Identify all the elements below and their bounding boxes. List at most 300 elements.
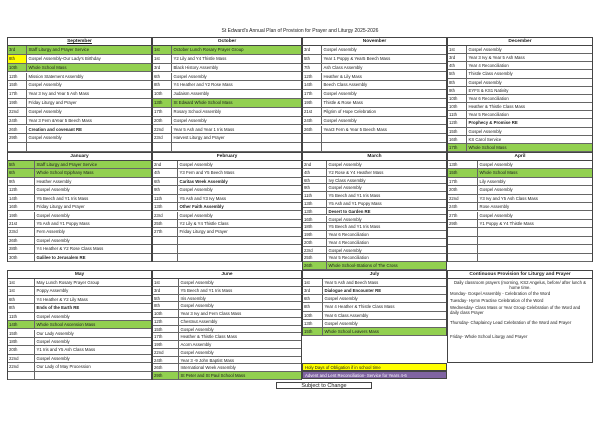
event-row [8, 254, 151, 262]
event-title: May Lunch Rosary Prayer Group [36, 280, 100, 285]
event-date [153, 254, 178, 261]
event-date: 6th [153, 73, 172, 81]
event-title: Heather & Thistle Class Mass [468, 104, 526, 110]
event-date: 11th [8, 313, 35, 320]
event-date: 8th [153, 81, 172, 89]
event-row [303, 108, 446, 117]
advent-lent-legend: Advent and Lent Reconciliation- Service for Years 4-6 [302, 371, 447, 379]
event-date: 12th [8, 186, 35, 193]
event-date: 13th [303, 208, 327, 215]
event-title: Gospel Assembly [179, 162, 213, 167]
event-title: Year 4 Reconciliation [328, 239, 369, 245]
event-title: Y3 Ivy and Y5 Ash Class Mass [479, 195, 538, 201]
event-date: 14th [8, 195, 35, 202]
month-january [7, 152, 152, 262]
event-date: 24th [153, 357, 179, 364]
event-row [448, 245, 592, 253]
event-title: St Peter and St Paul School Mass [179, 372, 301, 379]
event-title: Gospel Assembly [36, 212, 70, 218]
event-row [153, 203, 301, 211]
event-title: Gospel Assembly [28, 82, 62, 88]
month-name: November [362, 39, 387, 44]
event-title: Whole School Mass [467, 144, 592, 151]
event-title: Beech Class Assembly [323, 82, 368, 88]
event-title: Gospel Assembly [28, 135, 62, 141]
event-date: 26th [303, 126, 322, 134]
event-row [448, 186, 592, 194]
event-title: Judaism Assembly [173, 91, 210, 97]
event-row [8, 126, 151, 135]
event-row [153, 349, 301, 357]
provision-note: Friday- Whole School Liturgy and Prayer [450, 334, 528, 339]
subject-to-change-note: Subject to Change [276, 382, 372, 389]
event-date: 12th [153, 318, 179, 325]
event-date: 11th [153, 195, 178, 202]
event-title [172, 143, 301, 151]
event-row [303, 287, 446, 295]
event-title: Gospel Assembly [479, 162, 513, 167]
event-date: 2nd [153, 161, 178, 168]
month-header [303, 38, 446, 46]
event-row [153, 161, 301, 169]
event-title: Year 5 Reconciliation [328, 255, 369, 261]
event-row [153, 126, 301, 135]
event-title: Year 1 Poppy & Year5 Beech Mass [323, 55, 391, 61]
event-date [448, 254, 478, 261]
event-title: Prophecy & Promise RE [468, 120, 518, 126]
event-date: 26th [153, 364, 179, 371]
event-title: Year 6 Class Assembly [324, 312, 369, 318]
continuous-provision [447, 270, 593, 363]
event-title: Gospel Assembly [328, 247, 362, 253]
event-row [303, 64, 446, 73]
event-date: 8th [8, 304, 35, 311]
event-date: 22nd [8, 355, 35, 362]
event-title: Y1 Iris and Y5 Ash Class Mass [36, 347, 96, 353]
event-row [303, 328, 446, 336]
event-row [303, 55, 446, 64]
event-date: 15th [8, 330, 35, 337]
event-row [303, 143, 446, 152]
event-title: Whole School Ascension Mass [35, 321, 151, 328]
event-date: 21st [8, 220, 35, 227]
event-date: 22nd [153, 126, 172, 134]
month-may [7, 270, 152, 380]
event-title: Y2 Rose & Y4 Heather Mass [328, 169, 384, 175]
event-title: Ash Class Assembly [323, 64, 363, 70]
event-date: 6th [153, 178, 178, 185]
event-row [8, 363, 151, 371]
event-title: Y1 Poppy & Y4 Thistle Mass [479, 220, 534, 226]
event-row [303, 134, 446, 143]
event-row [8, 169, 151, 177]
event-title: Creation and covenant RE [28, 126, 82, 132]
event-row [448, 95, 592, 103]
event-date: 13th [303, 320, 323, 327]
event-date: 15th [153, 326, 179, 333]
event-date: 22nd [448, 195, 478, 202]
event-title: Y2 Lily and Y4 Thistle Mass [173, 55, 227, 61]
event-row [303, 73, 446, 82]
event-title: Caritas Week Assembly [179, 178, 228, 184]
event-date: 26th [8, 126, 27, 134]
event-title: Year 5 Reconciliation [468, 112, 509, 118]
month-name: April [514, 154, 526, 159]
event-row [303, 177, 446, 185]
event-title: Gospel Assembly [479, 212, 513, 218]
event-row [303, 117, 446, 126]
event-date: 1st [153, 46, 172, 54]
event-date: 8th [303, 303, 323, 310]
event-date: 1st [448, 46, 467, 53]
event-row [153, 372, 301, 380]
event-date: 15th [8, 81, 27, 89]
event-title: St Edward Whole School Mass [172, 99, 301, 107]
event-row [448, 203, 592, 211]
event-title: Y5 Beech and Y1 Iris Mass [328, 193, 381, 199]
event-title: Year 5 Ash and Beech Mass [324, 280, 379, 285]
event-title: Gospel Assembly [328, 162, 362, 167]
event-date: 5th [448, 70, 467, 77]
event-date: 19th [8, 212, 35, 219]
event-title: Fern Assembly [36, 229, 65, 235]
event-date: 14th [8, 321, 35, 328]
event-title: International Week Assembly [180, 365, 236, 371]
event-row [448, 119, 592, 127]
event-date: 24th [8, 117, 27, 125]
event-date: 17th [153, 108, 172, 116]
event-title: Thistle & Rose Mass [323, 100, 363, 105]
event-title: Y2 Lily & Y4 Thistle Class [179, 220, 229, 226]
event-row [448, 136, 592, 144]
event-title: Y3 Fern and Y5 Beech Mass [179, 170, 235, 176]
event-row [153, 143, 301, 152]
event-date: 22nd [8, 108, 27, 116]
event-row [303, 231, 446, 239]
event-title: Gospel Assembly [324, 320, 358, 326]
event-title: Year 4 Reconciliation [468, 63, 509, 69]
event-row [153, 55, 301, 64]
event-row [8, 346, 151, 354]
month-october [152, 37, 302, 152]
event-row [448, 79, 592, 87]
event-date: 22nd [8, 363, 35, 370]
event-row [303, 320, 446, 328]
event-date [448, 237, 478, 244]
event-date: 11th [303, 192, 327, 199]
event-title: Year 3 -9 John Baptist Mass [180, 357, 235, 363]
event-title: EYFS & KS1 Nativity [468, 87, 509, 93]
event-row [153, 117, 301, 126]
event-date: 10th [153, 310, 179, 317]
event-date: 1st [8, 287, 35, 294]
event-title: Y4 Heather & Y2 Rose Class Mass [36, 246, 104, 252]
event-row [303, 126, 446, 135]
event-title: Galilee to Jerusalem RE [36, 254, 86, 260]
event-date [8, 372, 35, 379]
month-name: December [508, 39, 532, 44]
event-title: Year3 Fern & Year 5 Beech Mass [323, 126, 387, 132]
event-title: October Lunch Rosary Prayer Group [172, 46, 301, 54]
event-title: Year 5 Ash and Year 1 Iris Mass [173, 126, 235, 132]
event-row [303, 239, 446, 247]
event-date: 24th [303, 117, 322, 125]
event-date: 23rd [8, 228, 35, 235]
event-row [8, 81, 151, 90]
event-title: Gospel Assembly [328, 185, 362, 191]
event-date: 13th [303, 200, 327, 207]
event-title: Chestnut Assembly [180, 318, 218, 324]
event-title: Y5 Ash and Y3 Ivy Mass [179, 195, 226, 201]
event-row [8, 73, 151, 82]
event-date: 21st [303, 108, 322, 116]
event-date: 28th [8, 245, 35, 252]
event-date: 10th [8, 64, 27, 72]
event-row [153, 64, 301, 73]
event-date: 27th [448, 212, 478, 219]
event-row [303, 208, 446, 216]
event-row [153, 195, 301, 203]
event-row [448, 111, 592, 119]
month-header [8, 153, 151, 161]
event-title: Heather & Thistle Class Mass [180, 334, 238, 340]
event-date: 4th [448, 62, 467, 69]
event-title: Thistle Class Assembly [468, 71, 513, 77]
event-date: 26th [8, 237, 35, 244]
provision-note: Tuesday- Hymn Practise Celebration of the Word [450, 298, 544, 303]
event-row [153, 220, 301, 228]
event-row [303, 192, 446, 200]
event-row [8, 117, 151, 126]
month-header [8, 38, 151, 46]
event-date: 23rd [153, 212, 178, 219]
event-title: Acorn Assembly [180, 342, 212, 348]
event-title: Whole School Mass [27, 64, 151, 72]
event-row [8, 372, 151, 380]
event-date: 29th [153, 372, 179, 379]
month-april [447, 152, 593, 262]
event-date: 15th [448, 128, 467, 135]
event-date: 12th [303, 73, 322, 81]
month-november [302, 37, 447, 152]
event-title [178, 245, 301, 252]
event-title: Gospel Assembly [180, 326, 214, 332]
event-date: 2nd [303, 161, 327, 168]
event-row [8, 287, 151, 295]
event-row [153, 186, 301, 194]
event-row [8, 228, 151, 236]
event-title: Y5 Beech and Y1 Iris Mass [36, 195, 89, 201]
month-name: January [70, 154, 89, 159]
event-title: Black History Assembly [173, 64, 219, 70]
event-date: 1st [153, 55, 172, 63]
event-date: 3rd [8, 46, 27, 54]
event-row [153, 333, 301, 341]
event-row [8, 186, 151, 194]
event-title: Heather Assembly [36, 178, 72, 184]
event-title: Ivy Class Assembly [328, 177, 366, 183]
event-row [448, 237, 592, 245]
event-title: Year 3 Ivy and Fern Class Mass [180, 311, 242, 317]
event-row [303, 200, 446, 208]
event-date: 10th [303, 312, 323, 319]
provision-note: Daily classroom prayers (morning, KS2 Angelus, before/ after lunch & home time. [453, 280, 587, 290]
event-row [448, 254, 592, 262]
event-title: Year 4 Heather & Thistle Class Mass [324, 304, 395, 310]
event-row [448, 161, 592, 169]
event-date: 19th [153, 341, 179, 348]
event-date: 10th [448, 95, 467, 102]
event-date [448, 228, 478, 235]
event-row [8, 279, 151, 287]
event-date [153, 143, 172, 151]
event-date: 29th [8, 134, 27, 142]
event-date: 9th [8, 178, 35, 185]
event-date [153, 237, 178, 244]
event-row [153, 90, 301, 99]
event-date: 12th [8, 73, 27, 81]
event-row [303, 46, 446, 55]
event-date: 17th [153, 333, 179, 340]
event-title: Gospel Assembly [36, 338, 70, 344]
event-row [153, 81, 301, 90]
event-row [153, 254, 301, 262]
event-row [8, 161, 151, 169]
event-row [448, 62, 592, 70]
month-name: September [67, 39, 92, 44]
event-row [8, 245, 151, 253]
event-date: 3rd [303, 287, 323, 294]
event-title: Gospel Assembly [324, 296, 358, 302]
event-title: Heather & Lily Mass [323, 73, 362, 79]
event-date: 19th [8, 99, 27, 107]
event-row [153, 228, 301, 236]
event-date: 30th [8, 254, 35, 261]
month-name: February [216, 154, 238, 159]
continuous-provision-title: Continuous Provision for Liturgy and Prayer [448, 271, 592, 279]
event-date [8, 143, 27, 151]
event-row [8, 143, 151, 152]
event-title: Ends of the Earth RE [36, 305, 80, 311]
event-date: 5th [303, 55, 322, 63]
event-date: 25th [303, 254, 327, 261]
month-name: March [367, 154, 382, 159]
event-title: Gospel Assembly [323, 47, 357, 52]
event-date: 16th [303, 216, 327, 223]
event-row [448, 70, 592, 78]
event-date: 20th [153, 117, 172, 125]
event-row [8, 220, 151, 228]
event-row [153, 73, 301, 82]
event-row [8, 134, 151, 143]
event-title: Gospel Assembly [468, 128, 502, 134]
event-title: Gospel Assembly [180, 303, 214, 309]
event-date: 9th [303, 184, 327, 191]
event-date: 5th [153, 295, 179, 302]
event-date: 4th [303, 169, 327, 176]
event-date: 17th [8, 90, 27, 98]
event-date: 29th [448, 220, 478, 227]
event-title: Rosary School Assembly [173, 108, 222, 114]
event-date: 9th [153, 186, 178, 193]
month-february [152, 152, 302, 262]
event-row [303, 254, 446, 262]
event-row [8, 90, 151, 99]
event-row [303, 90, 446, 99]
event-row [153, 318, 301, 326]
event-date: 8th [8, 55, 27, 63]
event-row [303, 279, 446, 287]
event-date: 20th [8, 346, 35, 353]
event-row [448, 195, 592, 203]
month-header [8, 271, 151, 279]
event-row [303, 247, 446, 255]
event-row [153, 295, 301, 303]
month-header [153, 271, 301, 279]
event-row [153, 364, 301, 372]
event-row [8, 203, 151, 211]
event-date: 22nd [153, 349, 179, 356]
event-row [448, 228, 592, 236]
event-row [153, 245, 301, 253]
event-title: Gospel Assembly [28, 108, 62, 114]
month-header [448, 38, 592, 46]
event-row [448, 103, 592, 111]
event-row [448, 212, 592, 220]
event-title: Whole School Epiphany Mass [35, 169, 151, 176]
event-title: Gospel Assembly [180, 349, 214, 355]
event-row [153, 169, 301, 177]
event-title: Lily Assembly [479, 178, 506, 184]
month-name: May [74, 272, 85, 277]
event-date: 18th [8, 338, 35, 345]
event-date [303, 134, 322, 142]
event-row [8, 330, 151, 338]
event-date: 3rd [448, 54, 467, 61]
month-header [448, 153, 592, 161]
event-title: Gospel Assembly [36, 313, 70, 319]
event-title: Y5 Ash and Y1 Poppy Mass [36, 220, 90, 226]
event-row [8, 321, 151, 329]
event-row [448, 144, 592, 152]
event-date: 6th [8, 169, 35, 176]
event-date: 18th [303, 223, 327, 230]
event-title: Gospel Assembly [173, 117, 207, 123]
month-header [153, 153, 301, 161]
event-row [8, 99, 151, 108]
event-title: Gospel Assembly [36, 187, 70, 193]
event-row [153, 212, 301, 220]
month-june [152, 270, 302, 380]
event-date: 6th [303, 295, 323, 302]
event-title: Desert to Garden RE [328, 208, 371, 214]
event-row [303, 161, 446, 169]
event-date: 17th [448, 144, 467, 151]
event-row [153, 287, 301, 295]
event-date: 17th [303, 90, 322, 98]
event-title [27, 143, 151, 151]
month-name: July [369, 272, 380, 277]
event-title: Year 6 Reconciliation [468, 95, 509, 101]
event-row [448, 54, 592, 62]
event-date: 6th [303, 177, 327, 184]
event-row [8, 338, 151, 346]
event-date [448, 245, 478, 252]
event-title: Y5 Beech and Y1 Iris Mass [180, 287, 233, 293]
month-july [302, 270, 447, 336]
event-date: 3rd [153, 287, 179, 294]
event-row [153, 357, 301, 365]
